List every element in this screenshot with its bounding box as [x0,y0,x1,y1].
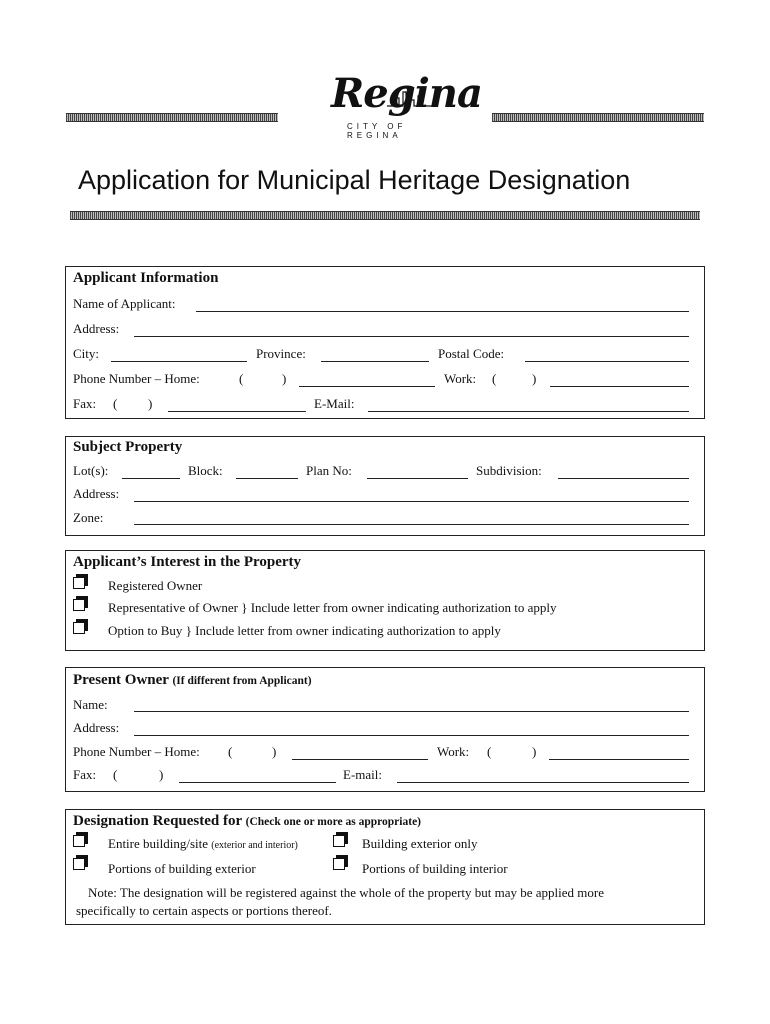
owner-home-phone-field[interactable] [292,759,428,760]
applicant-fax-paren-close: ) [148,396,153,411]
owner-home-paren-close: ) [272,744,277,759]
applicant-work-label: Work: [444,371,477,386]
owner-fax-field[interactable] [179,782,336,783]
logo-subtitle: CITY OF REGINA [347,122,407,140]
owner-home-paren-open: ( [228,744,233,759]
property-address-field[interactable] [134,501,689,502]
designation-entire-sub: (exterior and interior) [211,840,298,851]
owner-work-phone-field[interactable] [549,759,689,760]
designation-exterior-only-label: Building exterior only [362,836,478,851]
designation-entire-text: Entire building/site [108,836,209,851]
owner-address-field[interactable] [134,735,689,736]
applicant-fax-field[interactable] [168,411,306,412]
applicant-work-paren-close: ) [532,371,537,386]
property-zone-label: Zone: [73,510,104,525]
applicant-city-field[interactable] [111,361,247,362]
designation-heading-sub: (Check one or more as appropriate) [245,816,421,828]
applicant-address-label: Address: [73,321,120,336]
owner-fax-paren-close: ) [159,767,164,782]
owner-address-label: Address: [73,720,120,735]
owner-work-label: Work: [437,744,470,759]
owner-heading-text: Present Owner [73,672,169,688]
property-plan-label: Plan No: [306,463,352,478]
interest-representative-checkbox[interactable] [73,599,85,611]
applicant-city-label: City: [73,346,100,361]
interest-heading: Applicant’s Interest in the Property [73,554,302,570]
owner-fax-paren-open: ( [113,767,118,782]
applicant-province-field[interactable] [321,361,429,362]
applicant-work-paren-open: ( [492,371,497,386]
title-rule [70,211,700,220]
designation-heading-text: Designation Requested for [73,813,242,829]
header-rule-left [66,113,278,122]
owner-heading-sub: (If different from Applicant) [172,675,312,687]
designation-portions-exterior-label: Portions of building exterior [108,861,256,876]
applicant-phone-label: Phone Number – Home: [73,371,200,386]
property-plan-field[interactable] [367,478,468,479]
property-block-label: Block: [188,463,223,478]
applicant-fax-label: Fax: [73,396,97,411]
property-subdivision-field[interactable] [558,478,689,479]
interest-option-to-buy-checkbox[interactable] [73,622,85,634]
applicant-home-paren-close: ) [282,371,287,386]
applicant-name-label: Name of Applicant: [73,296,176,311]
designation-portions-interior-checkbox[interactable] [333,858,345,870]
city-logo [325,66,482,140]
property-lots-field[interactable] [122,478,180,479]
applicant-work-phone-field[interactable] [550,386,689,387]
applicant-home-phone-field[interactable] [299,386,435,387]
property-address-label: Address: [73,486,120,501]
applicant-name-field[interactable] [196,311,689,312]
designation-note-line1: Note: The designation will be registered against the whole of the property but may be applied more [88,885,605,900]
owner-fax-label: Fax: [73,767,97,782]
designation-portions-interior-label: Portions of building interior [362,861,508,876]
designation-entire-label [108,836,298,852]
applicant-home-paren-open: ( [239,371,244,386]
applicant-postal-label: Postal Code: [438,346,505,361]
applicant-address-field[interactable] [134,336,689,337]
owner-work-paren-open: ( [487,744,492,759]
header-rule-right [492,113,704,122]
owner-name-label: Name: [73,697,108,712]
property-zone-field[interactable] [134,524,689,525]
owner-work-paren-close: ) [532,744,537,759]
owner-heading [73,672,312,689]
interest-registered-owner-checkbox[interactable] [73,577,85,589]
designation-heading [73,813,421,830]
applicant-province-label: Province: [256,346,306,361]
owner-email-label: E-mail: [343,767,382,782]
owner-phone-label: Phone Number – Home: [73,744,200,759]
owner-email-field[interactable] [397,782,689,783]
property-heading: Subject Property [73,439,183,455]
applicant-fax-paren-open: ( [113,396,118,411]
interest-option-to-buy: Option to Buy } Include letter from owner indicating authorization to apply [108,623,501,638]
designation-entire-checkbox[interactable] [73,835,85,847]
designation-portions-exterior-checkbox[interactable] [73,858,85,870]
applicant-section [65,266,705,419]
designation-note-line2: specifically to certain aspects or portions thereof. [76,903,332,918]
applicant-email-field[interactable] [368,411,689,412]
owner-name-field[interactable] [134,711,689,712]
applicant-postal-field[interactable] [525,361,689,362]
interest-option-representative: Representative of Owner } Include letter from owner indicating authorization to apply [108,600,557,615]
property-subdivision-label: Subdivision: [476,463,542,478]
logo-script: Regina [331,70,482,117]
applicant-heading: Applicant Information [73,270,219,286]
designation-exterior-only-checkbox[interactable] [333,835,345,847]
interest-option-registered-owner: Registered Owner [108,578,203,593]
applicant-email-label: E-Mail: [314,396,355,411]
property-block-field[interactable] [236,478,298,479]
property-lots-label: Lot(s): [73,463,109,478]
page-title: Application for Municipal Heritage Designation [78,165,631,195]
